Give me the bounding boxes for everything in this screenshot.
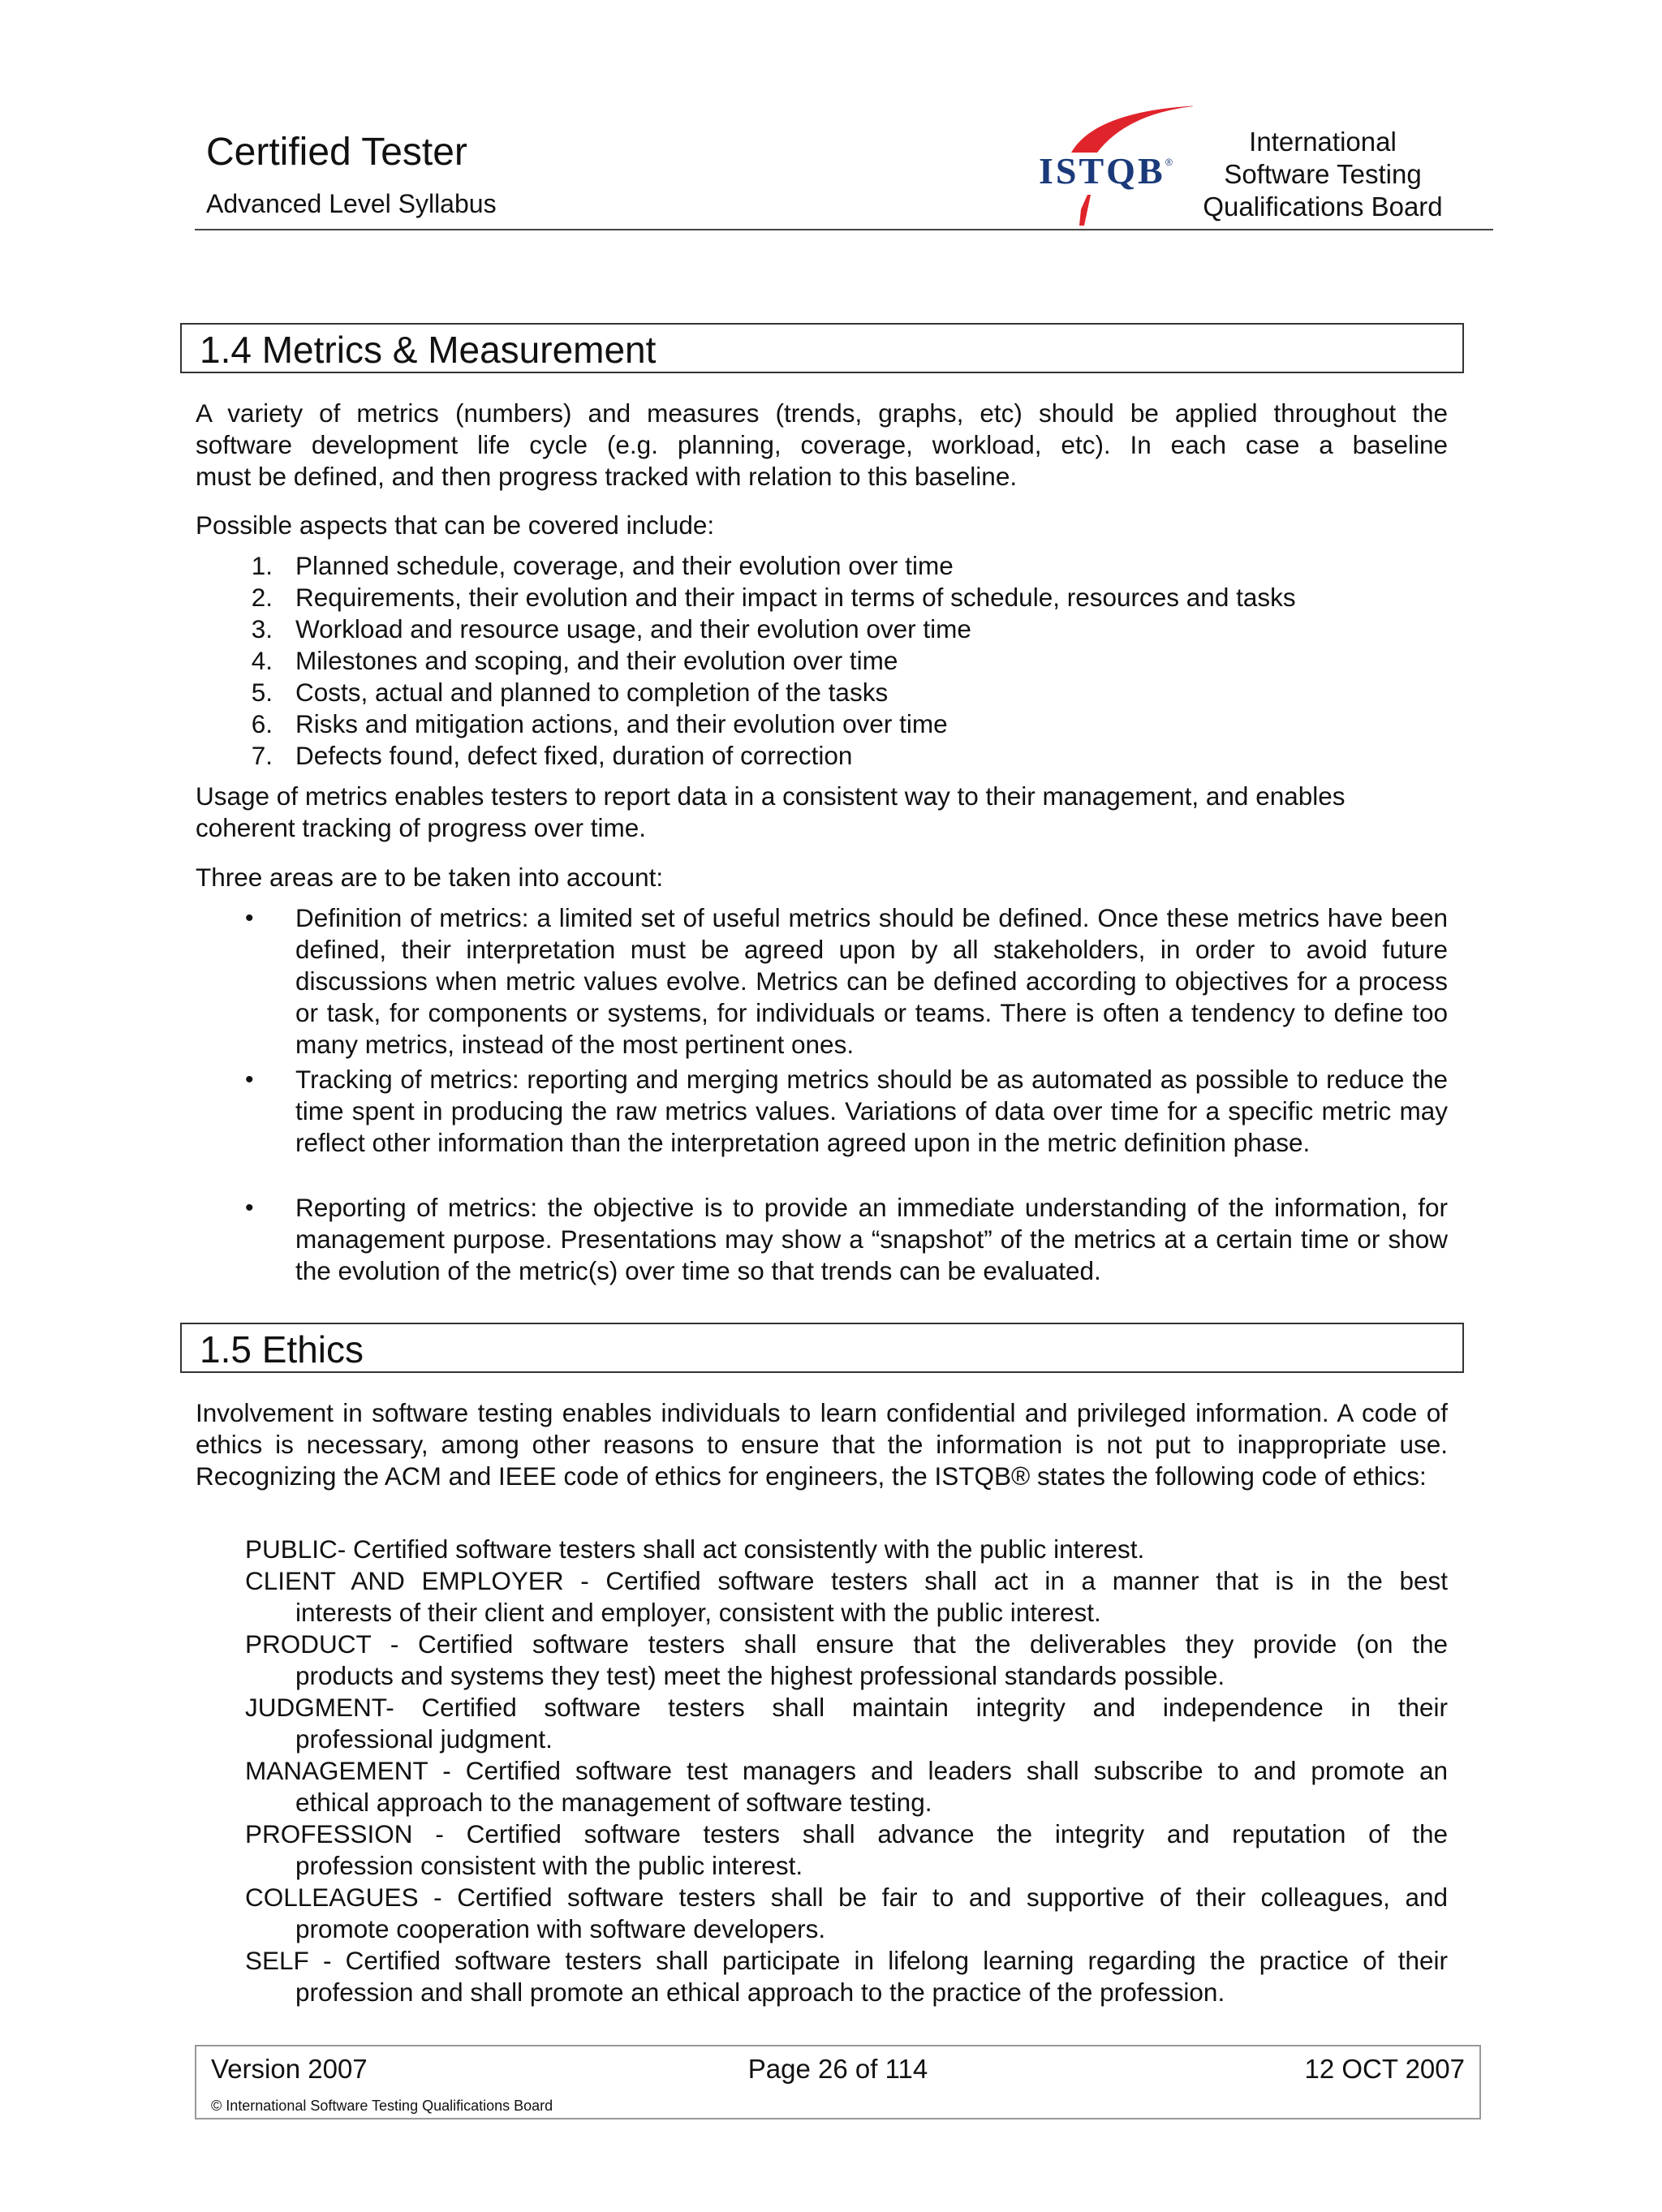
list-number: 3. <box>251 614 273 643</box>
code-text-cont: products and systems they test) meet the highest professional standards possible. <box>295 1661 1225 1690</box>
metrics-intro-line-3: must be defined, and then progress tracked with relation to this baseline. <box>196 462 1018 491</box>
list-number: 1. <box>251 551 273 580</box>
code-text: COLLEAGUES - Certified software testers shall be fair to and supportive of their colleagues, and <box>245 1883 1448 1912</box>
org-line-3: Qualifications Board <box>1203 192 1443 222</box>
areas-intro: Three areas are to be taken into account: <box>196 863 664 892</box>
code-item-colleagues <box>245 1882 1448 1945</box>
section-title: 1.4 Metrics & Measurement <box>200 329 657 371</box>
bullet-icon: • <box>245 1066 254 1093</box>
bullet-text: Definition of metrics: a limited set of useful metrics should be defined. Once these metrics have been defined, their interpretation must be agreed upon by all stakeholders, in order to avoid future discussions when metric values evolve. Metrics can be defined according to objectives for a process or task, for components or systems, for individuals or teams. There is often a tendency to define too many metrics, instead of the most pertinent ones. <box>295 903 1448 1059</box>
header-subtitle: Advanced Level Syllabus <box>206 189 497 218</box>
code-item-public <box>245 1534 1448 1565</box>
code-text-cont: promote cooperation with software developers. <box>295 1914 826 1943</box>
footer-version: Version 2007 <box>211 2054 368 2084</box>
list-text: Defects found, defect fixed, duration of correction <box>295 741 853 770</box>
list-number: 6. <box>251 709 273 738</box>
section-heading-metrics <box>180 323 1464 373</box>
bullet-text: Reporting of metrics: the objective is to provide an immediate understanding of the information, for management purpose. Presentations may show a “snapshot” of the metrics at a certain time or show the evolution of the metric(s) over time so that trends can be evaluated. <box>295 1193 1448 1285</box>
list-text: Costs, actual and planned to completion of the tasks <box>295 678 889 707</box>
code-text-cont: ethical approach to the management of software testing. <box>295 1788 932 1817</box>
footer-copyright: © International Software Testing Qualifications Board <box>211 2098 553 2114</box>
bullet-icon: • <box>245 905 254 932</box>
list-text: Milestones and scoping, and their evolution over time <box>295 646 898 675</box>
istqb-logo <box>1031 104 1193 234</box>
bullet-icon: • <box>245 1194 254 1221</box>
bullet-item-definition <box>243 902 1448 1061</box>
code-text: SELF - Certified software testers shall participate in lifelong learning regarding the practice of their <box>245 1946 1448 1975</box>
code-text: CLIENT AND EMPLOYER - Certified software testers shall act in a manner that is in the best <box>245 1566 1448 1595</box>
logo-swoosh <box>1071 105 1193 153</box>
list-text: Requirements, their evolution and their impact in terms of schedule, resources and tasks <box>295 583 1296 612</box>
logo-registered: ® <box>1165 157 1173 168</box>
list-text: Planned schedule, coverage, and their evolution over time <box>295 551 954 580</box>
org-name <box>1185 126 1461 223</box>
code-text: PUBLIC- Certified software testers shall act consistently with the public interest. <box>245 1534 1145 1564</box>
org-line-2: Software Testing <box>1224 159 1422 189</box>
section-title: 1.5 Ethics <box>200 1328 364 1371</box>
metrics-intro-line-2: software development life cycle (e.g. planning, coverage, workload, etc). In each case a baseline <box>196 430 1448 459</box>
code-text-cont: interests of their client and employer, consistent with the public interest. <box>295 1598 1101 1627</box>
code-text-cont: profession consistent with the public interest. <box>295 1851 803 1880</box>
ethics-intro: Involvement in software testing enables individuals to learn confidential and privileged information. A code of ethics is necessary, among other reasons to ensure that the information is not put to inappropriate use. Recognizing the ACM and IEEE code of ethics for engineers, the ISTQB® states the following code of ethics: <box>196 1398 1448 1491</box>
list-number: 5. <box>251 678 273 707</box>
metrics-intro-line-1: A variety of metrics (numbers) and measures (trends, graphs, etc) should be applied throughout the <box>196 398 1448 428</box>
logo-stroke <box>1079 195 1091 226</box>
list-number: 2. <box>251 583 273 612</box>
bullet-item-tracking <box>243 1064 1448 1159</box>
code-text: MANAGEMENT - Certified software test managers and leaders shall subscribe to and promote an <box>245 1756 1448 1785</box>
footer-date: 12 OCT 2007 <box>1304 2054 1465 2084</box>
section-heading-ethics <box>180 1323 1464 1373</box>
list-number: 7. <box>251 741 273 770</box>
header-divider <box>195 229 1493 230</box>
aspects-intro: Possible aspects that can be covered include: <box>196 510 715 540</box>
code-text-cont: profession and shall promote an ethical approach to the practice of the profession. <box>295 1977 1225 2007</box>
code-item-profession <box>245 1818 1448 1882</box>
header-title: Certified Tester <box>206 131 467 174</box>
code-item-client <box>245 1565 1448 1629</box>
org-line-1: International <box>1249 127 1397 157</box>
footer-page-number: Page 26 of 114 <box>747 2054 928 2084</box>
code-item-self <box>245 1945 1448 2008</box>
list-text: Workload and resource usage, and their evolution over time <box>295 614 971 643</box>
code-text: PROFESSION - Certified software testers shall advance the integrity and reputation of the <box>245 1819 1448 1848</box>
code-item-product <box>245 1629 1448 1692</box>
list-text: Risks and mitigation actions, and their evolution over time <box>295 709 948 738</box>
page-footer <box>195 2045 1481 2119</box>
bullet-item-reporting <box>243 1192 1448 1287</box>
list-number: 4. <box>251 646 273 675</box>
usage-paragraph: Usage of metrics enables testers to report data in a consistent way to their management, and enables coherent tracking of progress over time. <box>196 781 1346 842</box>
code-text: JUDGMENT- Certified software testers shall maintain integrity and independence in their <box>245 1693 1448 1722</box>
code-text: PRODUCT - Certified software testers shall ensure that the deliverables they provide (on the <box>245 1629 1448 1659</box>
code-item-judgment <box>245 1692 1448 1755</box>
bullet-text: Tracking of metrics: reporting and merging metrics should be as automated as possible to reduce the time spent in producing the raw metrics values. Variations of data over time for a specific metric may reflect other information than the interpretation agreed upon in the metric definition phase. <box>295 1065 1448 1157</box>
logo-text: ISTQB <box>1039 150 1165 192</box>
code-item-management <box>245 1755 1448 1818</box>
code-text-cont: professional judgment. <box>295 1724 553 1754</box>
